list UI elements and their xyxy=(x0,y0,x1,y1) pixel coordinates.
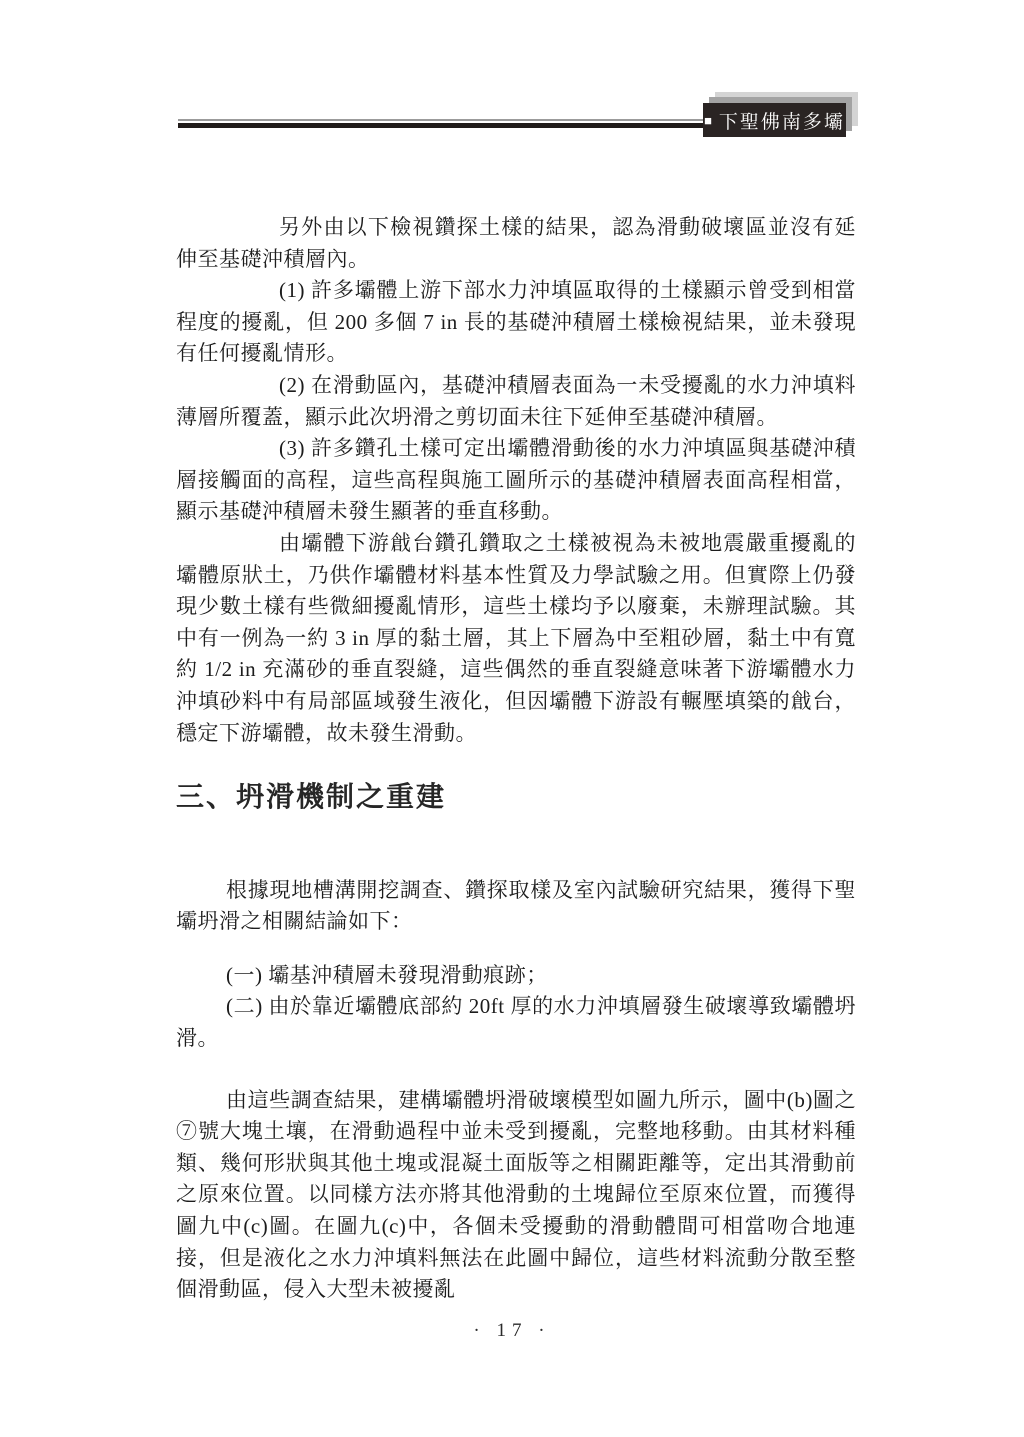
header-chapter-tab xyxy=(703,103,846,137)
page-body xyxy=(176,212,856,1306)
paragraph-closing: 由這些調查結果，建構壩體坍滑破壞模型如圖九所示，圖中(b)圖之⑦號大塊土壤，在滑動過程中並未受到擾亂，完整地移動。由其材料種類、幾何形狀與其他土塊或混凝土面版等之相關距離等，定出其滑動前之原來位置。以同樣方法亦將其他滑動的土塊歸位至原來位置，而獲得圖九中(c)圖。在圖九(c)中，各個未受擾動的滑動體間可相當吻合地連接，但是液化之水力沖填料無法在此圖中歸位，這些材料流動分散至整個滑動區，侵入大型未被擾亂 xyxy=(176,1087,856,1302)
conclusion-item-2: (二) 由於靠近壩體底部約 20ft 厚的水力沖填層發生破壞導致壩體坍滑。 xyxy=(176,994,856,1051)
paragraph-section-intro: 根據現地槽溝開挖調查、鑽探取樣及室內試驗研究結果，獲得下聖壩坍滑之相關結論如下： xyxy=(176,877,856,934)
paragraph-intro-1: 另外由以下檢視鑽探土樣的結果，認為滑動破壞區並沒有延伸至基礎沖積層內。 xyxy=(176,215,856,271)
conclusion-list xyxy=(176,960,856,1055)
paragraph-berm-samples: 由壩體下游戧台鑽孔鑽取之土樣被視為未被地震嚴重擾亂的壩體原狀土，乃供作壩體材料基本性質及力學試驗之用。但實際上仍發現少數土樣有些微細擾亂情形，這些土樣均予以廢棄，未辦理試驗。其中有一例為一約 3 in 厚的黏土層，其上下層為中至粗砂層，黏土中有寬約 1/2 in 充滿砂的垂直裂縫，這些偶然的垂直裂縫意味著下游壩體水力沖填砂料中有局部區域發生液化，但因壩體下游設有輾壓填築的戧台，穩定下游壩體，故未發生滑動。 xyxy=(176,530,856,745)
page-footer xyxy=(0,1320,1024,1342)
paragraph-point-1: (1) 許多壩體上游下部水力沖填區取得的土樣顯示曾受到相當程度的擾亂，但 200 多個 7 in 長的基礎沖積層土樣檢視結果，並未發現有任何擾亂情形。 xyxy=(176,278,856,366)
paragraph-point-2: (2) 在滑動區內，基礎沖積層表面為一未受擾亂的水力沖填料薄層所覆蓋，顯示此次坍滑之剪切面未往下延伸至基礎沖積層。 xyxy=(176,372,856,429)
section-heading: 三、坍滑機制之重建 xyxy=(176,781,447,813)
square-bullet-icon: ■ xyxy=(704,112,712,128)
paragraph-point-3: (3) 許多鑽孔土樣可定出壩體滑動後的水力沖填區與基礎沖積層接觸面的高程，這些高程與施工圖所示的基礎沖積層表面高程相當，顯示基礎沖積層未發生顯著的垂直移動。 xyxy=(176,436,856,524)
chapter-title: 下聖佛南多壩 xyxy=(718,111,845,133)
page-number: · 17 · xyxy=(473,1320,551,1341)
conclusion-item-1: (一) 壩基沖積層未發現滑動痕跡； xyxy=(226,962,548,987)
